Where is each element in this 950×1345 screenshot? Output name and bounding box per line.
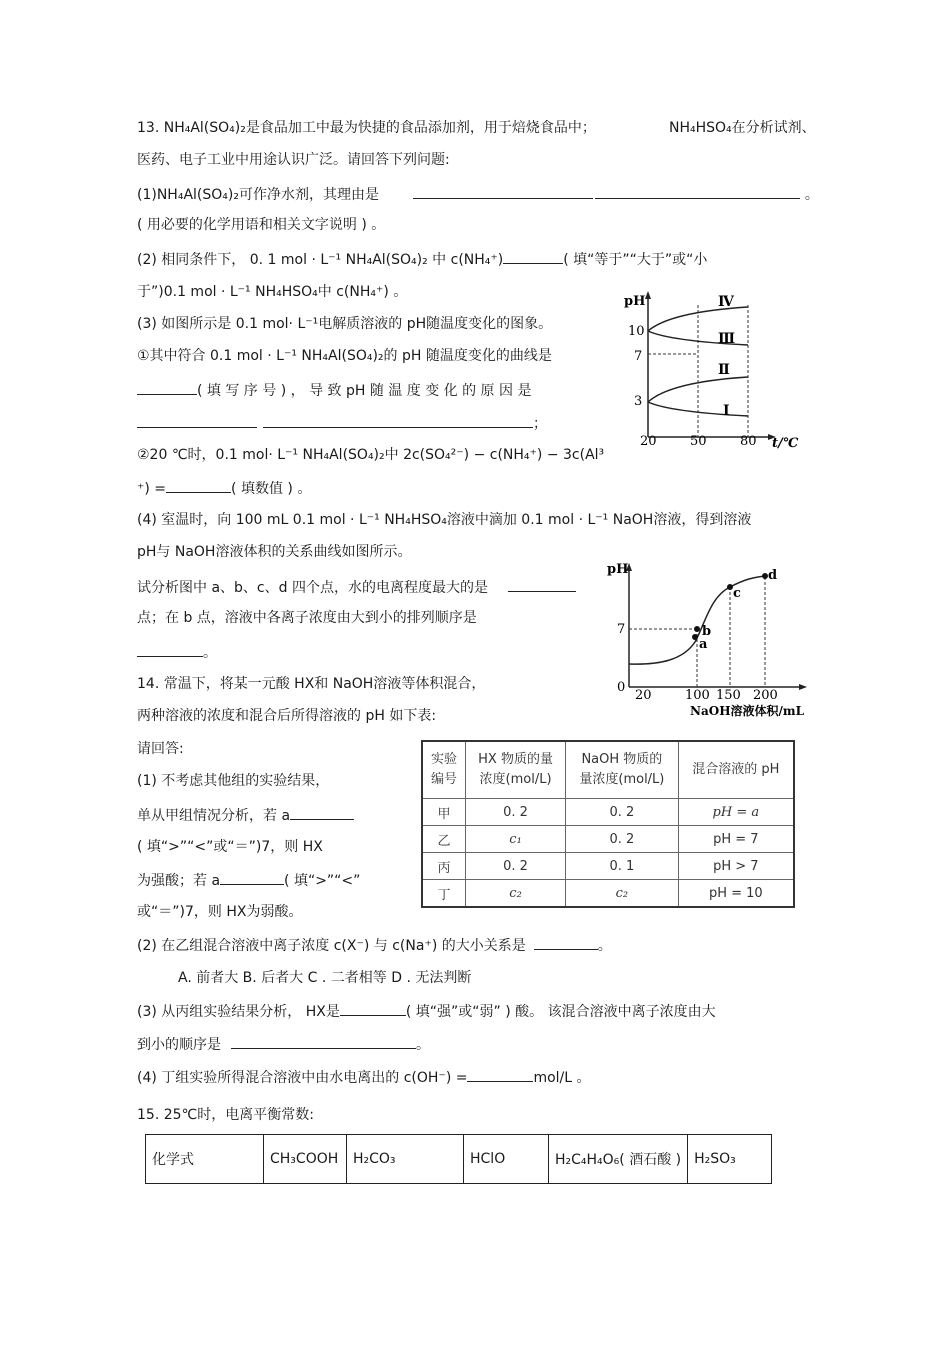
q13-part4-line2: pH与 NaOH溶液体积的关系曲线如图所示。	[137, 544, 412, 560]
table-cell: 甲	[422, 799, 466, 826]
y-tick-7: 7	[634, 349, 643, 364]
q14-part2-text: (2) 在乙组混合溶液中离子浓度 c(X⁻) 与 c(Na⁺) 的大小关系是	[137, 938, 526, 954]
q13-line-1	[137, 119, 596, 137]
curve-label-iv: Ⅳ	[718, 294, 734, 310]
answer-blank[interactable]	[137, 642, 203, 657]
table-cell: pH > 7	[678, 853, 794, 880]
x-tick-150: 150	[716, 688, 741, 703]
q13-part2-text-a: (2) 相同条件下， 0. 1 mol · L⁻¹ NH₄Al(SO₄)₂ 中 c(NH₄⁺)	[137, 252, 504, 268]
table-header-cell: NaOH 物质的 量浓度(mol/L)	[566, 741, 679, 799]
answer-blank[interactable]	[340, 1001, 406, 1016]
q13-part4-line5	[137, 642, 217, 662]
q13-part1	[137, 184, 819, 204]
q14-part4-line1	[137, 1067, 591, 1087]
q14-part1-line4	[137, 870, 360, 890]
x-tick-200: 200	[753, 688, 778, 703]
point-a-marker	[692, 634, 698, 640]
q14-part3-line2-end: 。	[416, 1037, 430, 1053]
q14-part4-text-a: (4) 丁组实验所得混合溶液中由水电离出的 c(OH⁻) =	[137, 1070, 468, 1086]
table-row	[422, 853, 794, 880]
curve-label-iii: Ⅲ	[718, 331, 736, 347]
table-cell: 0. 2	[466, 853, 566, 880]
q13-part3-sub2b	[137, 478, 311, 498]
q14-part1-line4-a: 为强酸；若 a	[137, 873, 221, 889]
answer-blank[interactable]	[534, 935, 598, 950]
answer-blank[interactable]	[220, 870, 284, 885]
table-row	[422, 826, 794, 853]
table-cell: pH = 7	[678, 826, 794, 853]
x-axis-arrow	[799, 684, 807, 690]
x-axis-label: NaOH溶液体积/mL	[690, 704, 805, 718]
answer-blank[interactable]	[263, 413, 533, 428]
answer-blank[interactable]	[467, 1067, 533, 1082]
x-tick-20: 20	[635, 688, 652, 703]
y-tick-10: 10	[628, 324, 645, 339]
point-d-label: d	[768, 568, 778, 583]
table-header-cell: 实验 编号	[422, 741, 466, 799]
q13-part3-sub2b-a: ⁺) =	[137, 481, 167, 497]
q14-line-3: 请回答:	[137, 741, 184, 757]
q13-part3-sub1b-text: ( 填 写 序 号 ) ， 导 致 pH 随 温 度 变 化 的 原 因 是	[197, 383, 532, 399]
point-c-label: c	[733, 586, 741, 601]
q13-part1-note: ( 用必要的化学用语和相关文字说明 ) 。	[137, 217, 386, 233]
table-cell: CH₃COOH	[264, 1135, 347, 1184]
q14-part3-text-a: (3) 从丙组实验结果分析， HX是	[137, 1004, 340, 1020]
q14-line-1: 14. 常温下，将某一元酸 HX和 NaOH溶液等体积混合，	[137, 676, 486, 692]
answer-blank[interactable]	[503, 249, 563, 264]
q14-part4-text-b: mol/L 。	[533, 1070, 591, 1086]
ph-temperature-figure	[620, 285, 810, 450]
y-axis-label: pH	[624, 294, 646, 309]
q14-part1-line2-text: 单从甲组情况分析，若 a	[137, 808, 291, 824]
table-cell: 0. 2	[566, 826, 679, 853]
answer-blank[interactable]	[166, 478, 231, 493]
table-cell: 化学式	[146, 1135, 264, 1184]
table-row	[422, 880, 794, 908]
answer-blank[interactable]	[137, 413, 257, 428]
table-cell: H₂C₄H₄O₆( 酒石酸 )	[549, 1135, 688, 1184]
table-cell: 丙	[422, 853, 466, 880]
table-cell: 乙	[422, 826, 466, 853]
point-a-label: a	[699, 637, 708, 652]
x-tick-100: 100	[685, 688, 710, 703]
q13-stem-b: NH₄HSO₄在分析试剂、	[669, 120, 816, 136]
point-b-marker	[694, 626, 700, 632]
q14-part1-line3: ( 填“>”“<”或“＝”)7，则 HX	[137, 839, 323, 855]
answer-blank[interactable]	[231, 1034, 416, 1049]
x-tick-80: 80	[740, 434, 757, 449]
q13-part2-text-b: ( 填“等于”“大于”或“小	[563, 252, 708, 268]
curve-label-ii: Ⅱ	[718, 362, 730, 378]
y-tick-7: 7	[617, 622, 626, 637]
ph-naoh-volume-figure	[605, 557, 815, 722]
y-axis-label: pH	[607, 562, 629, 577]
q13-part1-end: 。	[804, 187, 819, 203]
q14-part1-line5: 或“＝”)7，则 HX为弱酸。	[137, 904, 303, 920]
q14-part3-line2	[137, 1034, 430, 1054]
q13-part3-sub1c	[137, 413, 547, 433]
table-cell: pH = 10	[678, 880, 794, 908]
q14-part2-line1	[137, 935, 612, 955]
q13-part3-sub1: ①其中符合 0.1 mol · L⁻¹ NH₄Al(SO₄)₂的 pH 随温度变化的曲线是	[137, 348, 552, 364]
table-cell: c₂	[466, 880, 566, 908]
table-cell: 0. 1	[566, 853, 679, 880]
q13-line-1b	[669, 119, 816, 137]
answer-blank[interactable]	[508, 577, 576, 592]
answer-blank[interactable]	[137, 380, 197, 395]
q13-part4-line1: (4) 室温时，向 100 mL 0.1 mol · L⁻¹ NH₄HSO₄溶液中滴加 0.1 mol · L⁻¹ NaOH溶液，得到溶液	[137, 512, 752, 528]
table-cell: H₂SO₃	[688, 1135, 772, 1184]
answer-blank[interactable]	[413, 184, 593, 199]
q14-part1-line2	[137, 805, 354, 825]
experiment-table	[421, 740, 795, 908]
curve-i	[648, 402, 748, 416]
q13-part3-sub1b	[137, 380, 531, 400]
q14-line-2: 两种溶液的浓度和混合后所得溶液的 pH 如下表:	[137, 708, 437, 724]
q13-stem-a: 13. NH₄Al(SO₄)₂是食品加工中最为快捷的食品添加剂，用于焙烧食品中；	[137, 120, 596, 136]
ionization-constant-table	[145, 1134, 772, 1184]
q14-part2-end: 。	[597, 938, 612, 954]
curve-label-i: Ⅰ	[723, 403, 730, 419]
table-header-cell: HX 物质的量 浓度(mol/L)	[466, 741, 566, 799]
q13-line-2: 医药、电子工业中用途认识广泛。请回答下列问题:	[137, 152, 450, 168]
y-axis-arrow	[645, 291, 651, 299]
table-cell: c₁	[466, 826, 566, 853]
q13-part1-text: (1)NH₄Al(SO₄)₂可作净水剂，其理由是	[137, 187, 379, 203]
q13-part4-line5-end: 。	[203, 645, 217, 661]
q14-part1-line4-b: ( 填“>”“<”	[284, 873, 361, 889]
table-cell: 丁	[422, 880, 466, 908]
q13-part4-line3	[137, 577, 576, 597]
q13-part4-line4: 点；在 b 点，溶液中各离子浓度由大到小的排列顺序是	[137, 610, 477, 626]
q14-part3-line2-text: 到小的顺序是	[137, 1037, 221, 1053]
table-cell: pH = a	[678, 799, 794, 826]
table-cell: HClO	[464, 1135, 549, 1184]
q15-line-1: 15. 25℃时，电离平衡常数:	[137, 1107, 314, 1123]
x-tick-20: 20	[640, 434, 657, 449]
q13-part3-sub1c-end: ；	[533, 416, 547, 432]
table-cell: H₂CO₃	[347, 1135, 464, 1184]
q14-part3-line1	[137, 1001, 716, 1021]
x-axis-label: t/℃	[772, 436, 799, 450]
table-row	[146, 1135, 772, 1184]
q13-part3-sub2b-b: ( 填数值 ) 。	[231, 481, 312, 497]
y-tick-0: 0	[617, 680, 626, 695]
q14-part2-options: A. 前者大 B. 后者大 C . 二者相等 D . 无法判断	[178, 970, 472, 986]
q13-part2-line1	[137, 249, 707, 269]
table-header-cell: 混合溶液的 pH	[678, 741, 794, 799]
q14-part1-line1: (1) 不考虑其他组的实验结果，	[137, 773, 330, 789]
q13-part4-line3-text: 试分析图中 a、b、c、d 四个点，水的电离程度最大的是	[137, 580, 488, 596]
q13-part3-intro: (3) 如图所示是 0.1 mol· L⁻¹电解质溶液的 pH随温度变化的图象。	[137, 316, 553, 332]
table-cell: 0. 2	[566, 799, 679, 826]
point-b-label: b	[702, 624, 712, 639]
table-cell: 0. 2	[466, 799, 566, 826]
answer-blank[interactable]	[290, 805, 354, 820]
x-tick-50: 50	[690, 434, 707, 449]
q13-part3-sub2: ②20 ℃时，0.1 mol· L⁻¹ NH₄Al(SO₄)₂中 2c(SO₄²⁻) − c(NH₄⁺) − 3c(Al³	[137, 447, 605, 463]
q13-part2-line2: 于”)0.1 mol · L⁻¹ NH₄HSO₄中 c(NH₄⁺) 。	[137, 284, 408, 300]
table-header-row	[422, 741, 794, 799]
y-tick-3: 3	[634, 394, 643, 409]
table-cell: c₂	[566, 880, 679, 908]
q14-part3-text-b: ( 填“强”或“弱” ) 酸。 该混合溶液中离子浓度由大	[405, 1004, 716, 1020]
table-row	[422, 799, 794, 826]
answer-blank[interactable]	[595, 184, 800, 199]
